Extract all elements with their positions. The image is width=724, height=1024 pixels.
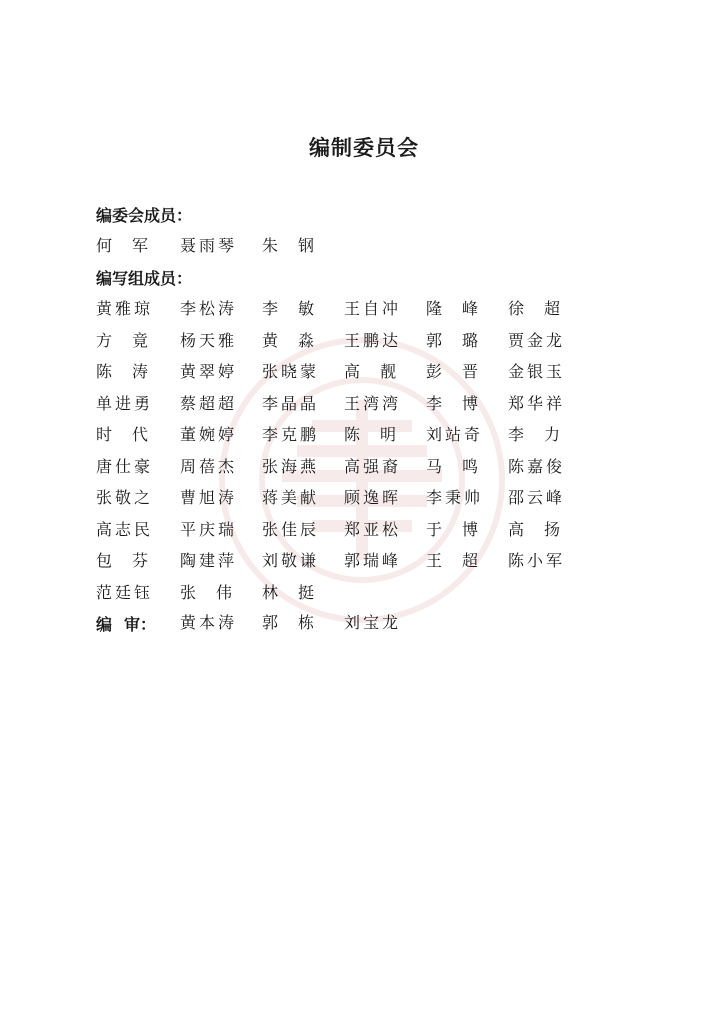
member-name: 黄 雅 琼 <box>96 299 150 318</box>
member-name: 陈 小 军 <box>508 551 562 570</box>
member-name: 黄 淼 <box>262 330 314 350</box>
member-name: 李 敏 <box>262 299 314 318</box>
member-name: 王 超 <box>426 551 478 570</box>
member-name: 彭 晋 <box>426 362 478 381</box>
member-row <box>96 612 616 644</box>
member-name: 李 博 <box>426 393 478 413</box>
writing-group-members <box>96 298 616 613</box>
member-name: 徐 超 <box>508 299 560 318</box>
member-name: 黄 翠 婷 <box>180 362 234 381</box>
member-name: 李 松 涛 <box>180 299 234 318</box>
member-name: 张 佳 辰 <box>262 519 316 539</box>
member-name: 王 鹏 达 <box>344 330 398 350</box>
member-name: 何 军 <box>96 236 148 255</box>
member-row <box>96 487 616 519</box>
member-name: 高 扬 <box>508 519 560 539</box>
member-name: 陈 嘉 俊 <box>508 456 562 476</box>
member-name: 郭 璐 <box>426 330 478 350</box>
member-name: 范 廷 钰 <box>96 582 150 602</box>
member-row <box>96 550 616 582</box>
member-name: 周 蓓 杰 <box>180 456 234 476</box>
member-name: 蔡 超 超 <box>180 393 234 413</box>
member-name: 杨 天 雅 <box>180 330 234 350</box>
member-name: 聂 雨 琴 <box>180 236 234 255</box>
member-name: 王 自 冲 <box>344 299 398 318</box>
review-label: 编 审： <box>96 615 156 634</box>
member-name: 隆 峰 <box>426 299 478 318</box>
member-name: 郭 栋 <box>262 613 314 632</box>
member-row <box>96 393 616 425</box>
member-name: 贾 金 龙 <box>508 330 562 350</box>
member-name: 马 鸣 <box>426 456 478 476</box>
member-name: 时 代 <box>96 425 148 444</box>
member-row <box>96 361 616 393</box>
member-name: 蒋 美 献 <box>262 488 316 507</box>
member-name: 郑 亚 松 <box>344 519 398 539</box>
member-name: 张 伟 <box>180 582 232 602</box>
member-name: 高 靓 <box>344 362 396 381</box>
member-name: 陶 建 萍 <box>180 551 234 570</box>
member-name: 高 强 裔 <box>344 456 398 476</box>
committee-label: 编委会成员： <box>96 206 193 225</box>
member-row <box>96 456 616 488</box>
member-name: 郑 华 祥 <box>508 393 562 413</box>
review-members <box>96 612 616 644</box>
page-title: 编制委员会 <box>309 136 419 160</box>
member-name: 方 竟 <box>96 330 148 350</box>
member-name: 于 博 <box>426 519 478 539</box>
member-name: 顾 逸 晖 <box>344 488 398 507</box>
member-row <box>96 582 616 614</box>
member-name: 陈 涛 <box>96 362 148 381</box>
member-name: 张 晓 蒙 <box>262 362 316 381</box>
member-name: 平 庆 瑞 <box>180 519 234 539</box>
member-name: 郭 瑞 峰 <box>344 551 398 570</box>
member-name: 张 敬 之 <box>96 488 150 507</box>
member-name: 张 海 燕 <box>262 456 316 476</box>
member-row <box>96 298 616 330</box>
member-row <box>96 330 616 362</box>
member-row <box>96 519 616 551</box>
member-name: 刘 宝 龙 <box>344 613 398 632</box>
member-name: 曹 旭 涛 <box>180 488 234 507</box>
member-name: 王 湾 湾 <box>344 393 398 413</box>
member-name: 李 秉 帅 <box>426 488 480 507</box>
member-name: 包 芬 <box>96 551 148 570</box>
member-name: 陈 明 <box>344 425 396 444</box>
member-name: 李 力 <box>508 425 560 444</box>
member-name: 林 挺 <box>262 582 314 602</box>
member-name: 李 克 鹏 <box>262 425 316 444</box>
writing-group-label: 编写组成员： <box>96 269 193 288</box>
member-name: 单 进 勇 <box>96 393 150 413</box>
member-name: 唐 仕 豪 <box>96 456 150 476</box>
committee-members <box>96 235 616 267</box>
member-name: 刘 站 奇 <box>426 425 480 444</box>
member-name: 黄 本 涛 <box>180 613 234 632</box>
member-name: 金 银 玉 <box>508 362 562 381</box>
member-name: 董 婉 婷 <box>180 425 234 444</box>
member-name: 李 晶 晶 <box>262 393 316 413</box>
member-row <box>96 424 616 456</box>
member-name: 刘 敬 谦 <box>262 551 316 570</box>
member-name: 邵 云 峰 <box>508 488 562 507</box>
member-row <box>96 235 616 267</box>
member-name: 朱 钢 <box>262 236 314 255</box>
member-name: 高 志 民 <box>96 519 150 539</box>
